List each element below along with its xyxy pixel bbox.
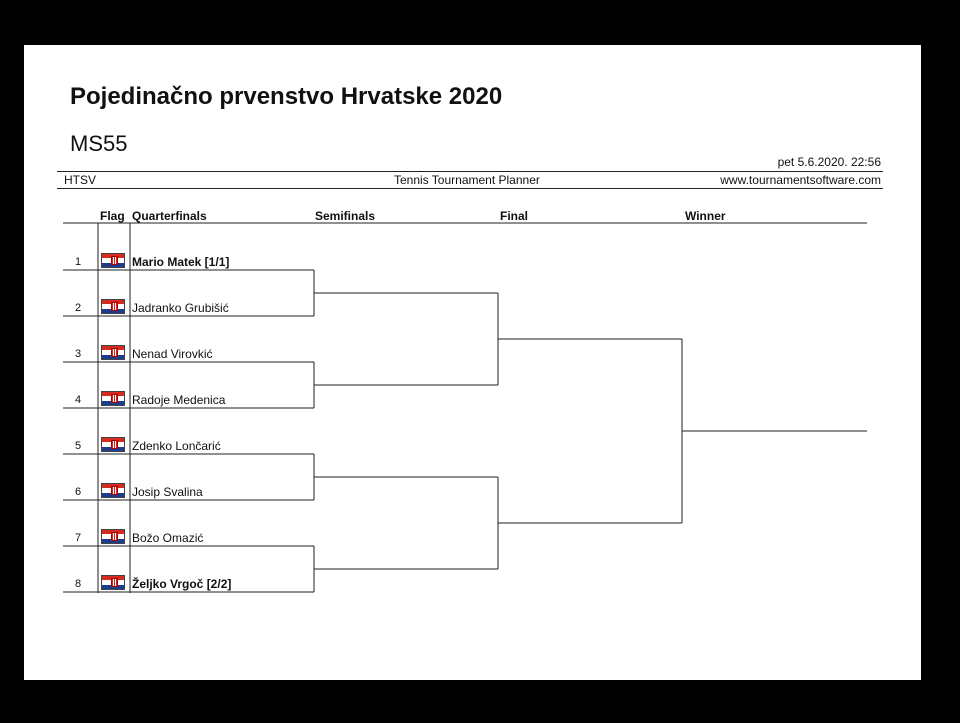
seed-number: 2 bbox=[74, 302, 82, 314]
seed-number: 7 bbox=[74, 532, 82, 544]
player-name: Božo Omazić bbox=[132, 531, 204, 545]
print-datetime: pet 5.6.2020. 22:56 bbox=[777, 155, 881, 169]
player-name: Josip Svalina bbox=[132, 485, 203, 499]
player-name: Zdenko Lončarić bbox=[132, 439, 221, 453]
seed-number: 8 bbox=[74, 578, 82, 590]
draw-sheet bbox=[24, 45, 921, 680]
page-title: Pojedinačno prvenstvo Hrvatske 2020 bbox=[70, 83, 503, 110]
col-winner: Winner bbox=[685, 209, 726, 223]
player-name: Željko Vrgoč [2/2] bbox=[132, 577, 232, 591]
col-final: Final bbox=[500, 209, 529, 223]
player-name: Mario Matek [1/1] bbox=[132, 255, 230, 269]
organizer-label: HTSV bbox=[64, 173, 97, 187]
website-label: www.tournamentsoftware.com bbox=[720, 173, 881, 187]
col-flag: Flag bbox=[100, 209, 125, 223]
seed-number: 3 bbox=[74, 348, 82, 360]
col-semifinals: Semifinals bbox=[315, 209, 376, 223]
software-label: Tennis Tournament Planner bbox=[394, 173, 540, 187]
seed-number: 6 bbox=[74, 486, 82, 498]
seed-number: 5 bbox=[74, 440, 82, 452]
player-name: Nenad Virovkić bbox=[132, 347, 213, 361]
event-name: MS55 bbox=[70, 131, 128, 156]
col-quarterfinals: Quarterfinals bbox=[132, 209, 207, 223]
bracket-lines bbox=[24, 45, 921, 680]
player-name: Jadranko Grubišić bbox=[132, 301, 229, 315]
seed-number: 4 bbox=[74, 394, 82, 406]
seed-number: 1 bbox=[74, 256, 82, 268]
player-name: Radoje Medenica bbox=[132, 393, 226, 407]
